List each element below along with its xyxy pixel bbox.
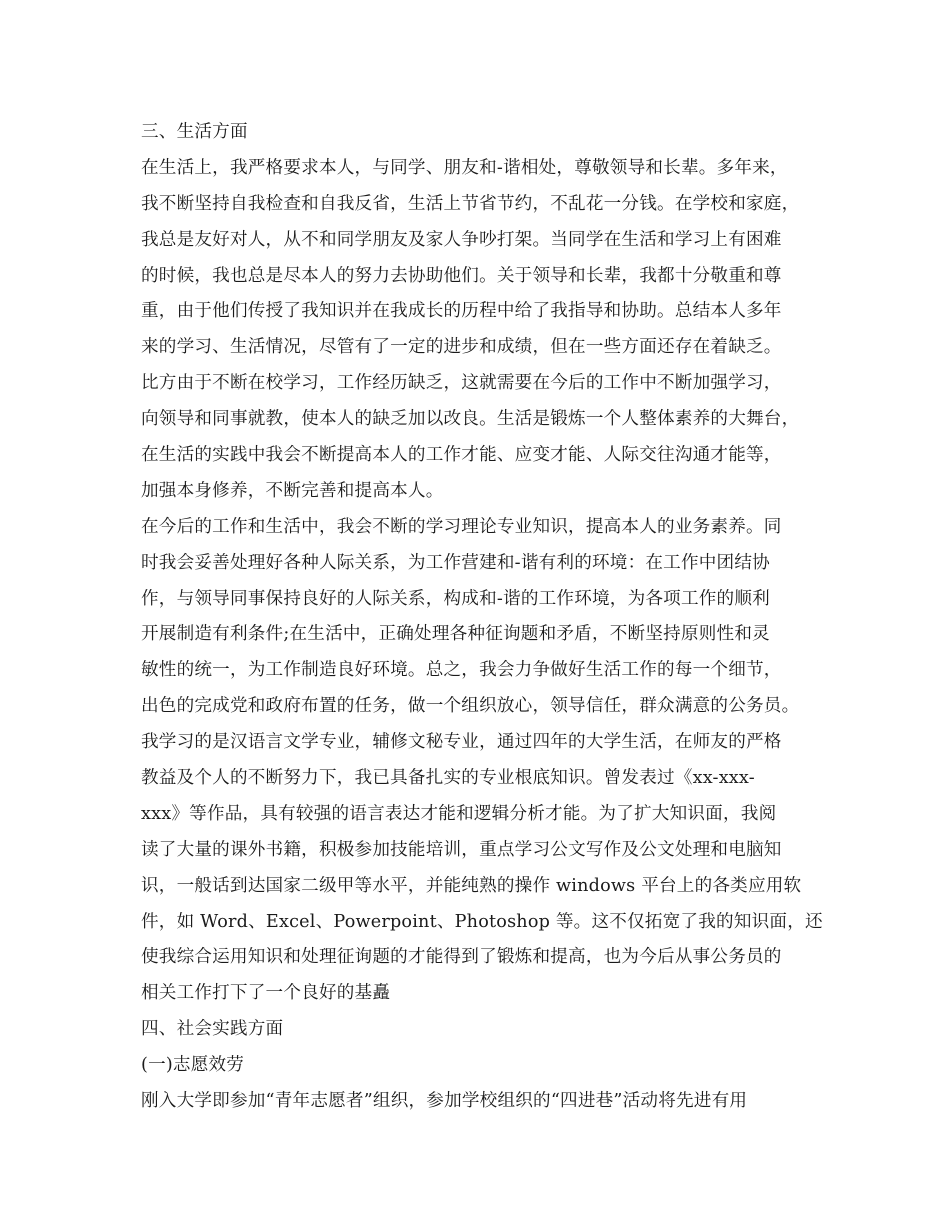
text-line: 识，一般话到达国家二级甲等水平，并能纯熟的操作 windows 平台上的各类应用软 xyxy=(141,875,802,896)
text-line: 在今后的工作和生活中，我会不断的学习理论专业知识，提高本人的业务素养。同 xyxy=(141,516,782,537)
text-line: 件，如 Word、Excel、Powerpoint、Photoshop 等。这不仅拓宽了我的知识面，还 xyxy=(141,911,823,932)
text-line: 我不断坚持自我检查和自我反省，生活上节省节约，不乱花一分钱。在学校和家庭， xyxy=(141,193,800,214)
section-heading-social-practice: 四、社会实践方面 xyxy=(141,1019,284,1040)
text-line: 教益及个人的不断努力下，我已具备扎实的专业根底知识。曾发表过《xx-xxx- xyxy=(141,768,755,789)
text-line: 在生活上，我严格要求本人，与同学、朋友和-谐相处，尊敬领导和长辈。多年来， xyxy=(141,157,788,178)
text-line: 在生活的实践中我会不断提高本人的工作才能、应变才能、人际交往沟通才能等， xyxy=(141,445,782,466)
text-line: 我总是友好对人，从不和同学朋友及家人争吵打架。当同学在生活和学习上有困难 xyxy=(141,229,782,250)
text-line: 刚入大学即参加“青年志愿者”组织，参加学校组织的“四进巷”活动将先进有用 xyxy=(141,1091,748,1112)
text-line: 重，由于他们传授了我知识并在我成长的历程中给了我指导和协助。总结本人多年 xyxy=(141,301,782,322)
text-line: 相关工作打下了一个良好的基矗 xyxy=(141,983,391,1004)
text-line: 来的学习、生活情况，尽管有了一定的进步和成绩，但在一些方面还存在着缺乏。 xyxy=(141,337,782,358)
text-line: 我学习的是汉语言文学专业，辅修文秘专业，通过四年的大学生活，在师友的严格 xyxy=(141,732,782,753)
text-line: 出色的完成党和政府布置的任务，做一个组织放心，领导信任，群众满意的公务员。 xyxy=(141,696,800,717)
text-line: 的时候，我也总是尽本人的努力去协助他们。关于领导和长辈，我都十分敬重和尊 xyxy=(141,265,782,286)
text-line: 向领导和同事就教，使本人的缺乏加以改良。生活是锻炼一个人整体素养的大舞台， xyxy=(141,409,800,430)
text-line: 开展制造有利条件;在生活中，正确处理各种征询题和矛盾，不断坚持原则性和灵 xyxy=(141,624,770,645)
subsection-heading-volunteer: (一)志愿效劳 xyxy=(141,1055,245,1076)
text-line: 比方由于不断在校学习，工作经历缺乏，这就需要在今后的工作中不断加强学习， xyxy=(141,373,782,394)
text-line: 读了大量的课外书籍，积极参加技能培训，重点学习公文写作及公文处理和电脑知 xyxy=(141,839,782,860)
text-line: 作，与领导同事保持良好的人际关系，构成和-谐的工作环境，为各项工作的顺利 xyxy=(141,588,770,609)
text-line: xxx》等作品，具有较强的语言表达才能和逻辑分析才能。为了扩大知识面，我阅 xyxy=(141,803,777,824)
text-line: 时我会妥善处理好各种人际关系，为工作营建和-谐有利的环境：在工作中团结协 xyxy=(141,552,770,573)
text-line: 加强本身修养，不断完善和提高本人。 xyxy=(141,480,444,501)
section-heading-life: 三、生活方面 xyxy=(141,122,248,142)
document-body xyxy=(141,115,841,1120)
text-line: 使我综合运用知识和处理征询题的才能得到了锻炼和提高，也为今后从事公务员的 xyxy=(141,947,782,968)
text-line: 敏性的统一，为工作制造良好环境。总之，我会力争做好生活工作的每一个细节， xyxy=(141,660,782,681)
